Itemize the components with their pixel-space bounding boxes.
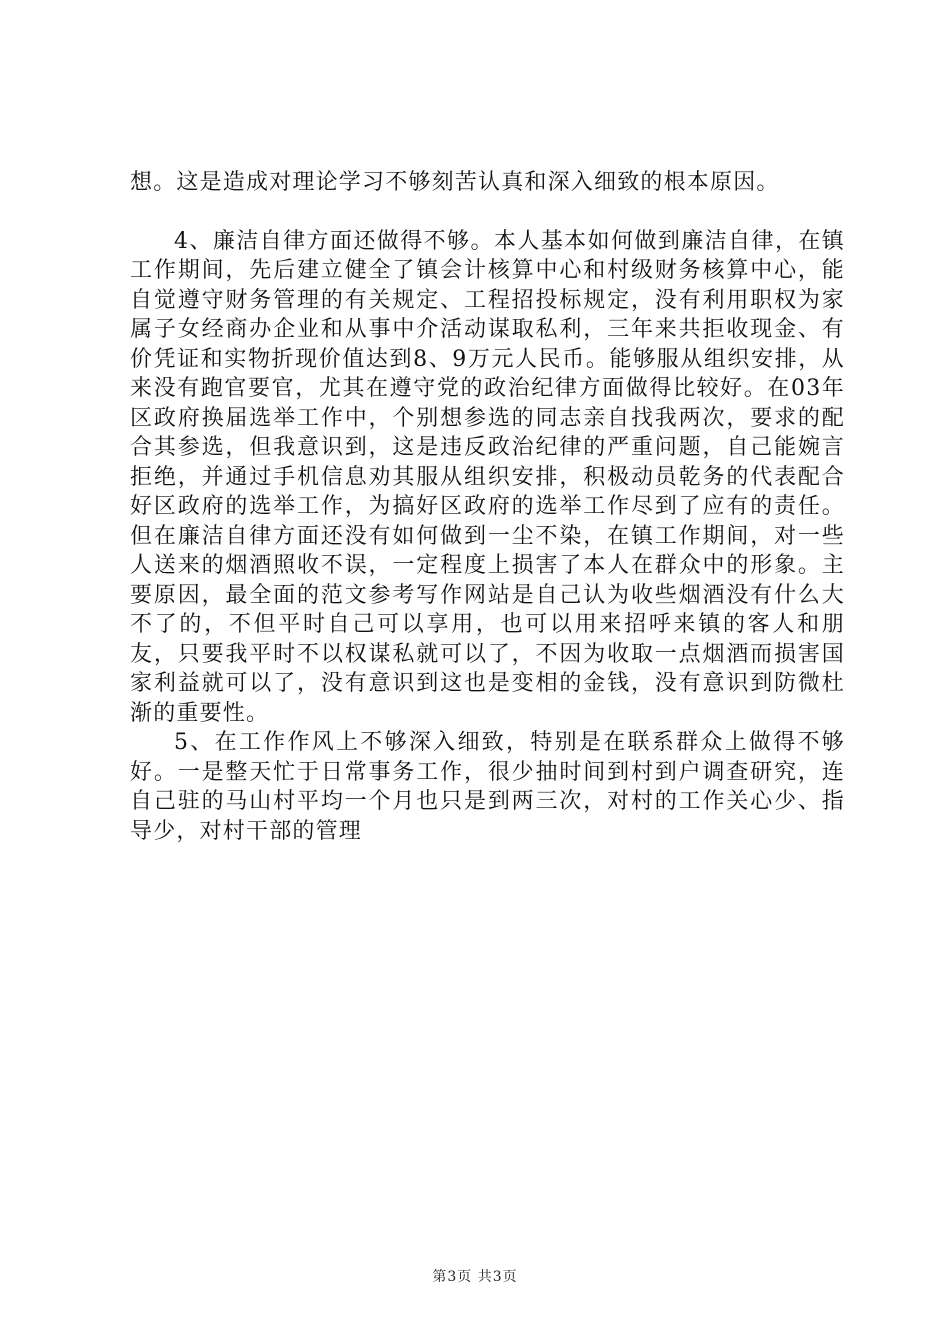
page-footer: 第3页 共3页 <box>432 1269 518 1285</box>
document-body <box>130 168 845 846</box>
paragraph-point-5: 5、在工作作风上不够深入细致，特别是在联系群众上做得不够好。一是整天忙于日常事务工作，很少抽时间到村到户调查研究，连自己驻的马山村平均一个月也只是到两三次，对村的工作关心少、指导少，对村干部的管理 <box>130 730 845 844</box>
paragraph-gap <box>130 198 845 227</box>
paragraph-point-4: 4、廉洁自律方面还做得不够。本人基本如何做到廉洁自律，在镇工作期间，先后建立健全了镇会计核算中心和村级财务核算中心，能自觉遵守财务管理的有关规定、工程招投标规定，没有利用职权为家属子女经商办企业和从事中介活动谋取私利，三年来共拒收现金、有价凭证和实物折现价值达到8、9万元人民币。能够服从组织安排，从来没有跑官要官，尤其在遵守党的政治纪律方面做得比较好。在03年区政府换届选举工作中，个别想参选的同志亲自找我两次，要求的配合其参选，但我意识到，这是违反政治纪律的严重问题，自己能婉言拒绝，并通过手机信息劝其服从组织安排，积极动员乾务的代表配合好区政府的选举工作，为搞好区政府的选举工作尽到了应有的责任。但在廉洁自律方面还没有如何做到一尘不染，在镇工作期间，对一些人送来的烟酒照收不误，一定程度上损害了本人在群众中的形象。主要原因，最全面的范文参考写作网站是自己认为收些烟酒没有什么大不了的，不但平时自己可以享用，也可以用来招呼来镇的客人和朋友，只要我平时不以权谋私就可以了，不因为收取一点烟酒而损害国家利益就可以了，没有意识到这也是变相的金钱，没有意识到防微杜渐的重要性。 <box>130 228 845 726</box>
paragraph-intro-continuation: 想。这是造成对理论学习不够刻苦认真和深入细致的根本原因。 <box>130 170 780 195</box>
